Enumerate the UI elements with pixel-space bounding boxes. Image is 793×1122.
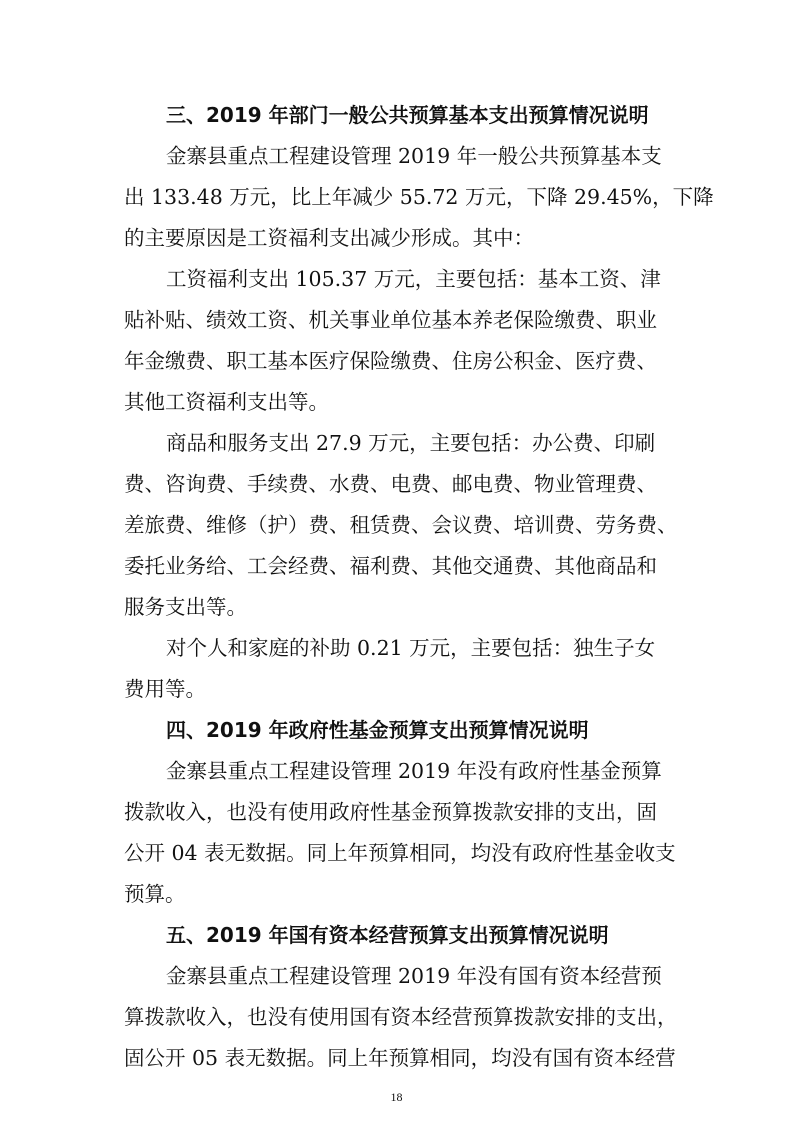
paragraph-line: 年金缴费、职工基本医疗保险缴费、住房公积金、医疗费、 bbox=[124, 349, 657, 373]
section-heading: 三、2019 年部门一般公共预算基本支出预算情况说明 bbox=[166, 103, 649, 127]
page-number: 18 bbox=[390, 1090, 403, 1104]
section-heading: 四、2019 年政府性基金预算支出预算情况说明 bbox=[166, 718, 589, 742]
paragraph-line: 差旅费、维修（护）费、租赁费、会议费、培训费、劳务费、 bbox=[124, 513, 678, 537]
section-heading: 五、2019 年国有资本经营预算支出预算情况说明 bbox=[166, 923, 609, 947]
paragraph-line: 费用等。 bbox=[124, 677, 206, 701]
paragraph-line: 的主要原因是工资福利支出减少形成。其中： bbox=[124, 226, 534, 250]
paragraph-line: 公开 04 表无数据。同上年预算相同，均没有政府性基金收支 bbox=[124, 841, 676, 865]
paragraph-line: 固公开 05 表无数据。同上年预算相同，均没有国有资本经营 bbox=[124, 1046, 676, 1070]
paragraph-line: 其他工资福利支出等。 bbox=[124, 390, 329, 414]
paragraph-line: 对个人和家庭的补助 0.21 万元，主要包括：独生子女 bbox=[166, 636, 656, 660]
paragraph-line: 工资福利支出 105.37 万元，主要包括：基本工资、津 bbox=[166, 267, 661, 291]
paragraph-line: 费、咨询费、手续费、水费、电费、邮电费、物业管理费、 bbox=[124, 472, 657, 496]
paragraph-line: 金寨县重点工程建设管理 2019 年一般公共预算基本支 bbox=[166, 144, 662, 168]
paragraph-line: 金寨县重点工程建设管理 2019 年没有政府性基金预算 bbox=[166, 759, 662, 783]
paragraph-line: 商品和服务支出 27.9 万元，主要包括：办公费、印刷 bbox=[166, 431, 656, 455]
paragraph-line: 贴补贴、绩效工资、机关事业单位基本养老保险缴费、职业 bbox=[124, 308, 657, 332]
paragraph-line: 拨款收入，也没有使用政府性基金预算拨款安排的支出，固 bbox=[124, 800, 657, 824]
paragraph-line: 委托业务给、工会经费、福利费、其他交通费、其他商品和 bbox=[124, 554, 657, 578]
paragraph-line: 金寨县重点工程建设管理 2019 年没有国有资本经营预 bbox=[166, 964, 662, 988]
paragraph-line: 服务支出等。 bbox=[124, 595, 247, 619]
paragraph-line: 算拨款收入，也没有使用国有资本经营预算拨款安排的支出， bbox=[124, 1005, 678, 1029]
paragraph-line: 出 133.48 万元，比上年减少 55.72 万元，下降 29.45%，下降 bbox=[124, 185, 714, 209]
paragraph-line: 预算。 bbox=[124, 882, 186, 906]
